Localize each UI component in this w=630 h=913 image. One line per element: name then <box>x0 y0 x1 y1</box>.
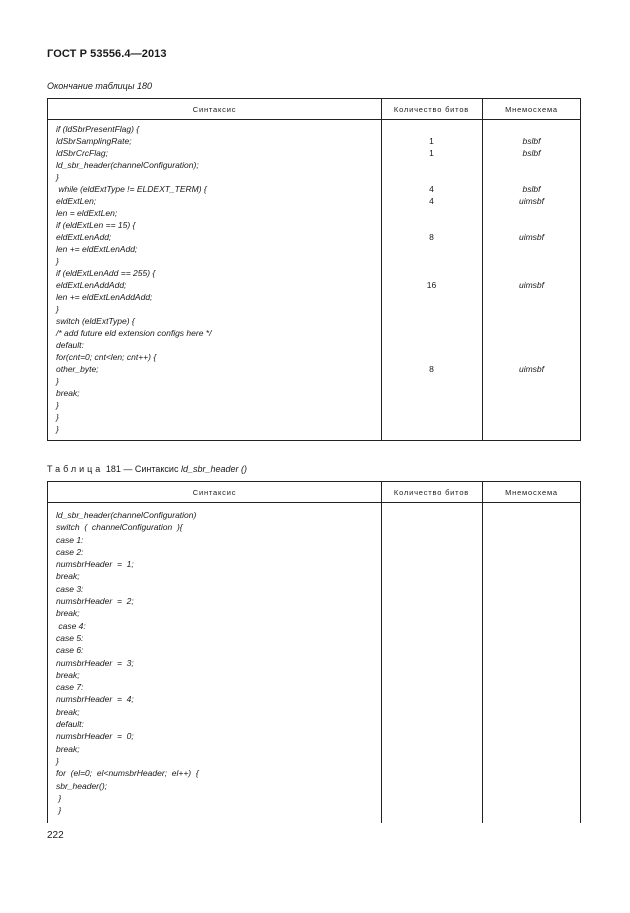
table-row <box>48 207 580 219</box>
syntax-cell: break; <box>56 669 80 680</box>
table-row <box>48 267 580 279</box>
table-row <box>48 558 580 570</box>
syntax-cell: } <box>56 755 59 766</box>
syntax-cell: len += eldExtLenAdd; <box>56 244 138 254</box>
table-181-caption <box>47 464 247 474</box>
syntax-cell: break; <box>56 571 80 582</box>
syntax-cell: sbr_header(); <box>56 780 108 791</box>
syntax-cell: default: <box>56 340 84 350</box>
syntax-cell: } <box>56 412 59 422</box>
table-row <box>48 339 580 351</box>
table-row <box>48 399 580 411</box>
syntax-cell: if (eldExtLenAdd == 255) { <box>56 268 156 278</box>
table-row <box>48 681 580 693</box>
syntax-cell: } <box>56 805 62 816</box>
caption-name: ld_sbr_header () <box>180 464 248 474</box>
table-181-body <box>48 509 580 816</box>
table-row <box>48 279 580 291</box>
bits-cell: 8 <box>429 232 434 242</box>
syntax-cell: default: <box>56 719 84 730</box>
column-header-bits: Количество битов <box>393 105 470 114</box>
syntax-cell: } <box>56 376 59 386</box>
syntax-cell: while (eldExtType != ELDEXT_TERM) { <box>56 184 207 194</box>
syntax-cell: case 6: <box>56 645 84 656</box>
syntax-cell: case 2: <box>56 546 84 557</box>
syntax-cell: } <box>56 256 59 266</box>
bits-cell: 8 <box>429 364 434 374</box>
table-181-header <box>48 482 580 503</box>
table-row <box>48 792 580 804</box>
table-row <box>48 315 580 327</box>
column-header-syntax: Синтаксис <box>192 488 237 497</box>
table-row <box>48 423 580 435</box>
syntax-cell: } <box>56 424 59 434</box>
syntax-cell: break; <box>56 706 80 717</box>
mnemonic-cell: uimsbf <box>518 364 545 374</box>
table-180-caption: Окончание таблицы 180 <box>47 81 152 91</box>
table-row <box>48 804 580 816</box>
table-row <box>48 767 580 779</box>
syntax-cell: case 5: <box>56 632 84 643</box>
syntax-cell: } <box>56 304 59 314</box>
table-row <box>48 583 580 595</box>
table-row <box>48 231 580 243</box>
column-header-mnemonic: Мнемосхема <box>505 105 558 114</box>
table-row <box>48 644 580 656</box>
table-row <box>48 718 580 730</box>
syntax-cell: } <box>56 172 59 182</box>
table-181 <box>47 481 581 823</box>
bits-cell: 1 <box>429 136 434 146</box>
table-row <box>48 303 580 315</box>
mnemonic-cell: uimsbf <box>518 232 545 242</box>
table-row <box>48 123 580 135</box>
table-180-body <box>48 123 580 435</box>
column-header-mnemonic: Мнемосхема <box>505 488 558 497</box>
table-row <box>48 387 580 399</box>
table-row <box>48 363 580 375</box>
page-number: 222 <box>47 830 64 841</box>
table-row <box>48 375 580 387</box>
mnemonic-cell: uimsbf <box>518 196 545 206</box>
syntax-cell: numsbrHeader = 2; <box>56 596 134 607</box>
table-row <box>48 351 580 363</box>
syntax-cell: switch ( channelConfiguration ){ <box>56 522 183 533</box>
table-row <box>48 657 580 669</box>
table-row <box>48 327 580 339</box>
table-row <box>48 521 580 533</box>
table-row <box>48 159 580 171</box>
syntax-cell: } <box>56 792 62 803</box>
table-row <box>48 147 580 159</box>
caption-number: 181 <box>105 464 121 474</box>
caption-dash: — Синтаксис <box>123 464 179 474</box>
table-180 <box>47 98 581 441</box>
syntax-cell: ldSbrSamplingRate; <box>56 136 132 146</box>
table-row <box>48 755 580 767</box>
syntax-cell: numsbrHeader = 3; <box>56 657 134 668</box>
syntax-cell: numsbrHeader = 1; <box>56 559 134 570</box>
table-row <box>48 546 580 558</box>
table-row <box>48 219 580 231</box>
table-row <box>48 706 580 718</box>
bits-cell: 4 <box>429 196 434 206</box>
syntax-cell: for(cnt=0; cnt<len; cnt++) { <box>56 352 157 362</box>
table-row <box>48 171 580 183</box>
mnemonic-cell: bslbf <box>522 136 541 146</box>
caption-prefix: Таблица <box>47 464 104 474</box>
table-row <box>48 743 580 755</box>
table-row <box>48 607 580 619</box>
table-row <box>48 570 580 582</box>
syntax-cell: numsbrHeader = 0; <box>56 731 134 742</box>
syntax-cell: break; <box>56 388 80 398</box>
column-header-bits: Количество битов <box>393 488 470 497</box>
syntax-cell: len += eldExtLenAddAdd; <box>56 292 153 302</box>
syntax-cell: case 4: <box>56 620 86 631</box>
table-row <box>48 195 580 207</box>
syntax-cell: eldExtLenAddAdd; <box>56 280 127 290</box>
table-row <box>48 632 580 644</box>
table-row <box>48 780 580 792</box>
syntax-cell: case 7: <box>56 682 84 693</box>
syntax-cell: for (el=0; el<numsbrHeader; el++) { <box>56 768 199 779</box>
syntax-cell: case 1: <box>56 534 84 545</box>
syntax-cell: if (ldSbrPresentFlag) { <box>56 124 140 134</box>
syntax-cell: len = eldExtLen; <box>56 208 118 218</box>
mnemonic-cell: uimsbf <box>518 280 545 290</box>
document-header: ГОСТ Р 53556.4—2013 <box>47 48 167 60</box>
table-row <box>48 534 580 546</box>
syntax-cell: if (eldExtLen == 15) { <box>56 220 136 230</box>
bits-cell: 1 <box>429 148 434 158</box>
table-row <box>48 509 580 521</box>
table-row <box>48 693 580 705</box>
table-row <box>48 620 580 632</box>
mnemonic-cell: bslbf <box>522 148 541 158</box>
table-180-header <box>48 99 580 120</box>
syntax-cell: } <box>56 400 59 410</box>
table-row <box>48 669 580 681</box>
syntax-cell: break; <box>56 608 80 619</box>
syntax-cell: other_byte; <box>56 364 99 374</box>
table-row <box>48 291 580 303</box>
table-row <box>48 135 580 147</box>
syntax-cell: ld_sbr_header(channelConfiguration) <box>56 510 197 520</box>
column-header-syntax: Синтаксис <box>192 105 237 114</box>
table-row <box>48 183 580 195</box>
syntax-cell: /* add future eld extension configs here */ <box>56 328 212 338</box>
bits-cell: 4 <box>429 184 434 194</box>
syntax-cell: ldSbrCrcFlag; <box>56 148 108 158</box>
table-row <box>48 243 580 255</box>
syntax-cell: case 3: <box>56 583 84 594</box>
syntax-cell: eldExtLen; <box>56 196 97 206</box>
syntax-cell: switch (eldExtType) { <box>56 316 135 326</box>
table-row <box>48 595 580 607</box>
syntax-cell: ld_sbr_header(channelConfiguration); <box>56 160 199 170</box>
table-row <box>48 255 580 267</box>
syntax-cell: numsbrHeader = 4; <box>56 694 134 705</box>
syntax-cell: break; <box>56 743 80 754</box>
table-row <box>48 411 580 423</box>
syntax-cell: eldExtLenAdd; <box>56 232 112 242</box>
bits-cell: 16 <box>426 280 437 290</box>
table-row <box>48 730 580 742</box>
mnemonic-cell: bslbf <box>522 184 541 194</box>
